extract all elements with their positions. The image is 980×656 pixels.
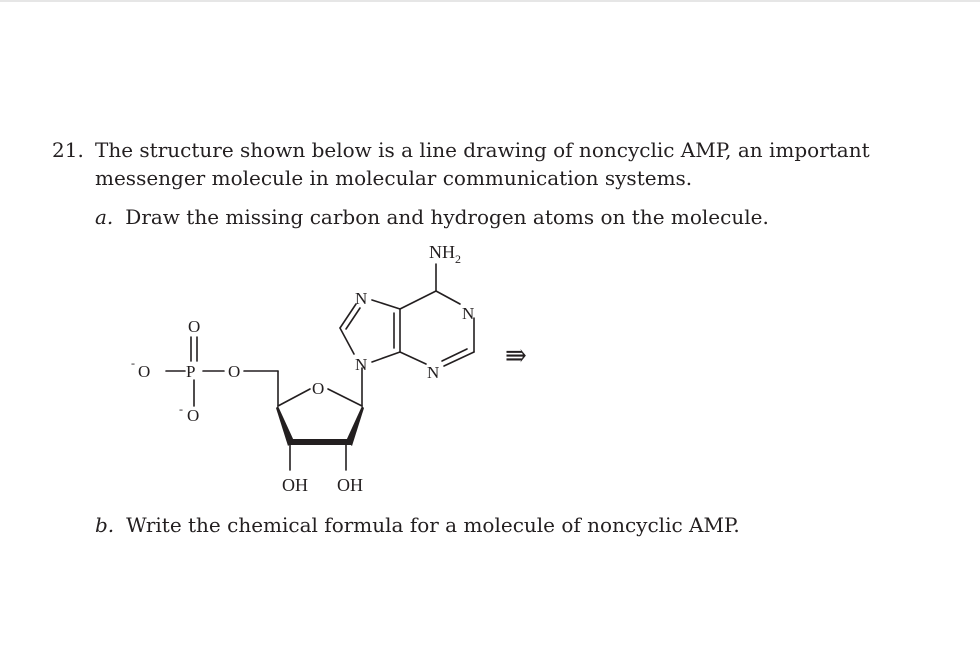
bridge-oxygen-label: O bbox=[228, 362, 241, 381]
question-number: 21. bbox=[52, 138, 84, 162]
question-text: The structure shown below is a line drawing of noncyclic AMP, an important messenger molecule in molecular communication systems. bbox=[95, 138, 870, 190]
n9-c8-bond bbox=[340, 328, 354, 354]
oh-right-label: OH bbox=[337, 475, 363, 495]
phosphorus-label: P bbox=[186, 362, 196, 381]
c3-c2-wedge bbox=[289, 439, 351, 445]
c2-n3-double-bond bbox=[442, 349, 467, 361]
c2-n3-bond bbox=[444, 352, 474, 366]
n1-label: N bbox=[462, 304, 475, 323]
oh-left-label: OH bbox=[282, 475, 308, 495]
part-a-text: Draw the missing carbon and hydrogen atoms on the molecule. bbox=[125, 205, 769, 229]
nh2-label: $NH_2$ bbox=[429, 242, 461, 266]
wedge-bonds bbox=[276, 406, 364, 446]
triple-arrow-icon: ⇛ bbox=[505, 341, 527, 370]
n3-c4-bond bbox=[400, 352, 426, 364]
ring-oxygen-label: O bbox=[312, 379, 325, 398]
c8-n7-double-bond bbox=[346, 308, 360, 329]
phosphate-o-top-label: O bbox=[188, 317, 201, 336]
phosphate-o-bottom-label: O bbox=[187, 406, 200, 425]
part-b-text: Write the chemical formula for a molecule of noncyclic AMP. bbox=[126, 513, 740, 537]
c8-n7-bond bbox=[340, 304, 356, 328]
n7-c5-bond bbox=[372, 300, 400, 309]
c6-n1-bond bbox=[436, 291, 460, 304]
n3-label: N bbox=[427, 363, 440, 382]
minus-bottom: - bbox=[179, 402, 183, 416]
atom-labels bbox=[131, 242, 527, 495]
o-c1-bond bbox=[328, 389, 362, 406]
part-b-label: b. bbox=[95, 513, 115, 537]
part-b bbox=[95, 511, 740, 539]
n9-label: N bbox=[355, 355, 368, 374]
c4-o-bond bbox=[278, 389, 310, 406]
n7-label: N bbox=[355, 289, 368, 308]
c5-c6-bond bbox=[400, 291, 436, 309]
part-a-label: a. bbox=[95, 205, 114, 229]
c4-n9-bond bbox=[372, 352, 400, 362]
minus-left: - bbox=[131, 356, 135, 370]
phosphate-o-left-label: O bbox=[138, 362, 151, 381]
